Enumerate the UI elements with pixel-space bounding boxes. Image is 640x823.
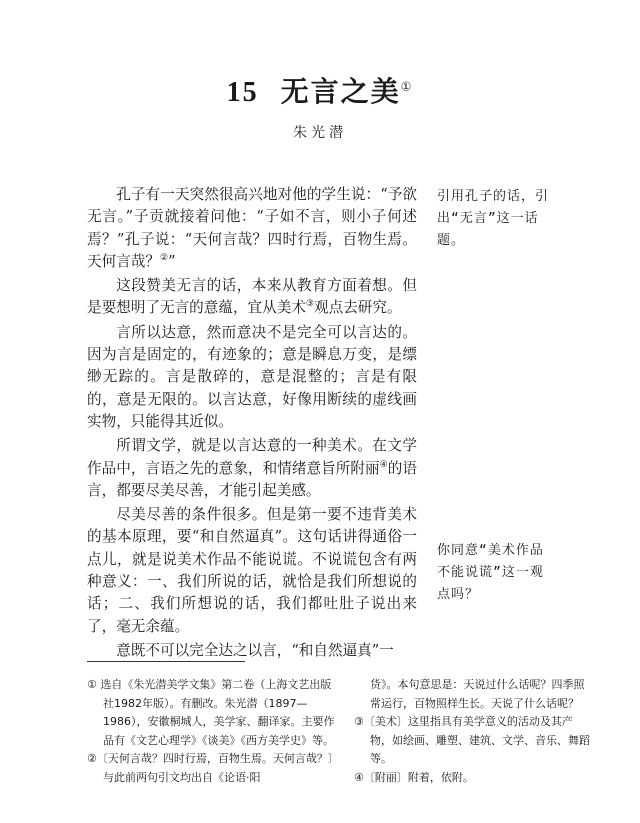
paragraph-4-text-a: 所谓文学，就是以言达意的一种美术。在文学作品中，言语之先的意象，和情绪意旨所附丽 bbox=[87, 437, 417, 477]
footnote-4: ④〔附丽〕附着，依附。 bbox=[354, 770, 474, 784]
side-note-2: 你同意“美术作品不能说谎”这一观点吗？ bbox=[437, 543, 544, 602]
author-name: 朱光潜 bbox=[293, 125, 347, 141]
side-note-1: 引用孔子的话，引出“无言”这一话题。 bbox=[437, 189, 550, 248]
paragraph-4-text-b: 的语言，都要尽美尽善，才能引起美感。 bbox=[87, 459, 417, 499]
paragraph-4 bbox=[87, 435, 417, 502]
paragraph-1-end: ” bbox=[168, 252, 176, 270]
title-footnote-marker: ① bbox=[400, 79, 414, 94]
paragraph-3: 言所以达意，然而意决不是完全可以言达的。因为言是固定的，有迹象的；意是瞬息万变，是缥缈无踪的。言是散碎的，意是混整的；言是有限的，意是无限的。以言达意，好像用断续的虚线画实物，只能得其近似。 bbox=[87, 323, 417, 430]
footnote-2-continued: 货》。本句意思是：天说过什么话呢？四季照常运行，百物照样生长。天说了什么话呢？ bbox=[370, 678, 585, 710]
paragraph-2-text-b: 观点去研究。 bbox=[314, 299, 402, 317]
footnote-3: ③〔美术〕这里指具有美学意义的活动及其产物，如绘画、雕塑、建筑、文学、音乐、舞蹈等。 bbox=[354, 715, 590, 765]
footnote-marker-4: ④ bbox=[379, 459, 388, 470]
lesson-title-text: 无言之美 bbox=[280, 75, 401, 108]
lesson-title bbox=[0, 70, 640, 110]
paragraph-1-text: 孔子有一天突然很高兴地对他的学生说：“予欲无言。”子贡就接着问他：“子如不言，则小子何述焉？”孔子说：“天何言哉？四时行焉，百物生焉。天何言哉？ bbox=[87, 186, 417, 270]
paragraph-2-text-a: 这段赞美无言的话，本来从教育方面着想。但是要想明了无言的意蕴，宜从美术 bbox=[87, 277, 417, 317]
paragraph-6: 意既不可以完全达之以言，“和自然逼真”一 bbox=[116, 641, 394, 659]
paragraph-1 bbox=[87, 184, 417, 273]
footnotes-left-column bbox=[87, 676, 337, 787]
footnote-1: ① 选自《朱光潜美学文集》第二卷（上海文艺出版社1982年版）。有删改。朱光潜（1897—1986），安徽桐城人，美学家、翻译家。主要作品有《文艺心理学》《谈美》《西方美学史》等。 bbox=[87, 678, 335, 747]
footnotes-right-column bbox=[354, 676, 594, 787]
lesson-number: 15 bbox=[226, 77, 259, 108]
paragraph-2 bbox=[87, 275, 417, 320]
footnote-marker-3: ③ bbox=[305, 299, 314, 310]
paragraph-5: 尽美尽善的条件很多。但是第一要不违背美术的基本原理，要“和自然逼真”。这句话讲得通俗一点儿，就是说美术作品不能说谎。不说谎包含有两种意义：一、我们所说的话，就恰是我们所想说的话；二、我们所想说的话，我们都吐肚子说出来了，毫无余蕴。 bbox=[87, 506, 417, 635]
footnote-marker-2: ② bbox=[159, 253, 169, 264]
main-text bbox=[87, 184, 417, 664]
footnote-2: ②〔天何言哉？四时行焉，百物生焉。天何言哉？〕与此前两句引文均出自《论语·阳 bbox=[87, 752, 334, 784]
footnote-divider bbox=[87, 661, 245, 662]
